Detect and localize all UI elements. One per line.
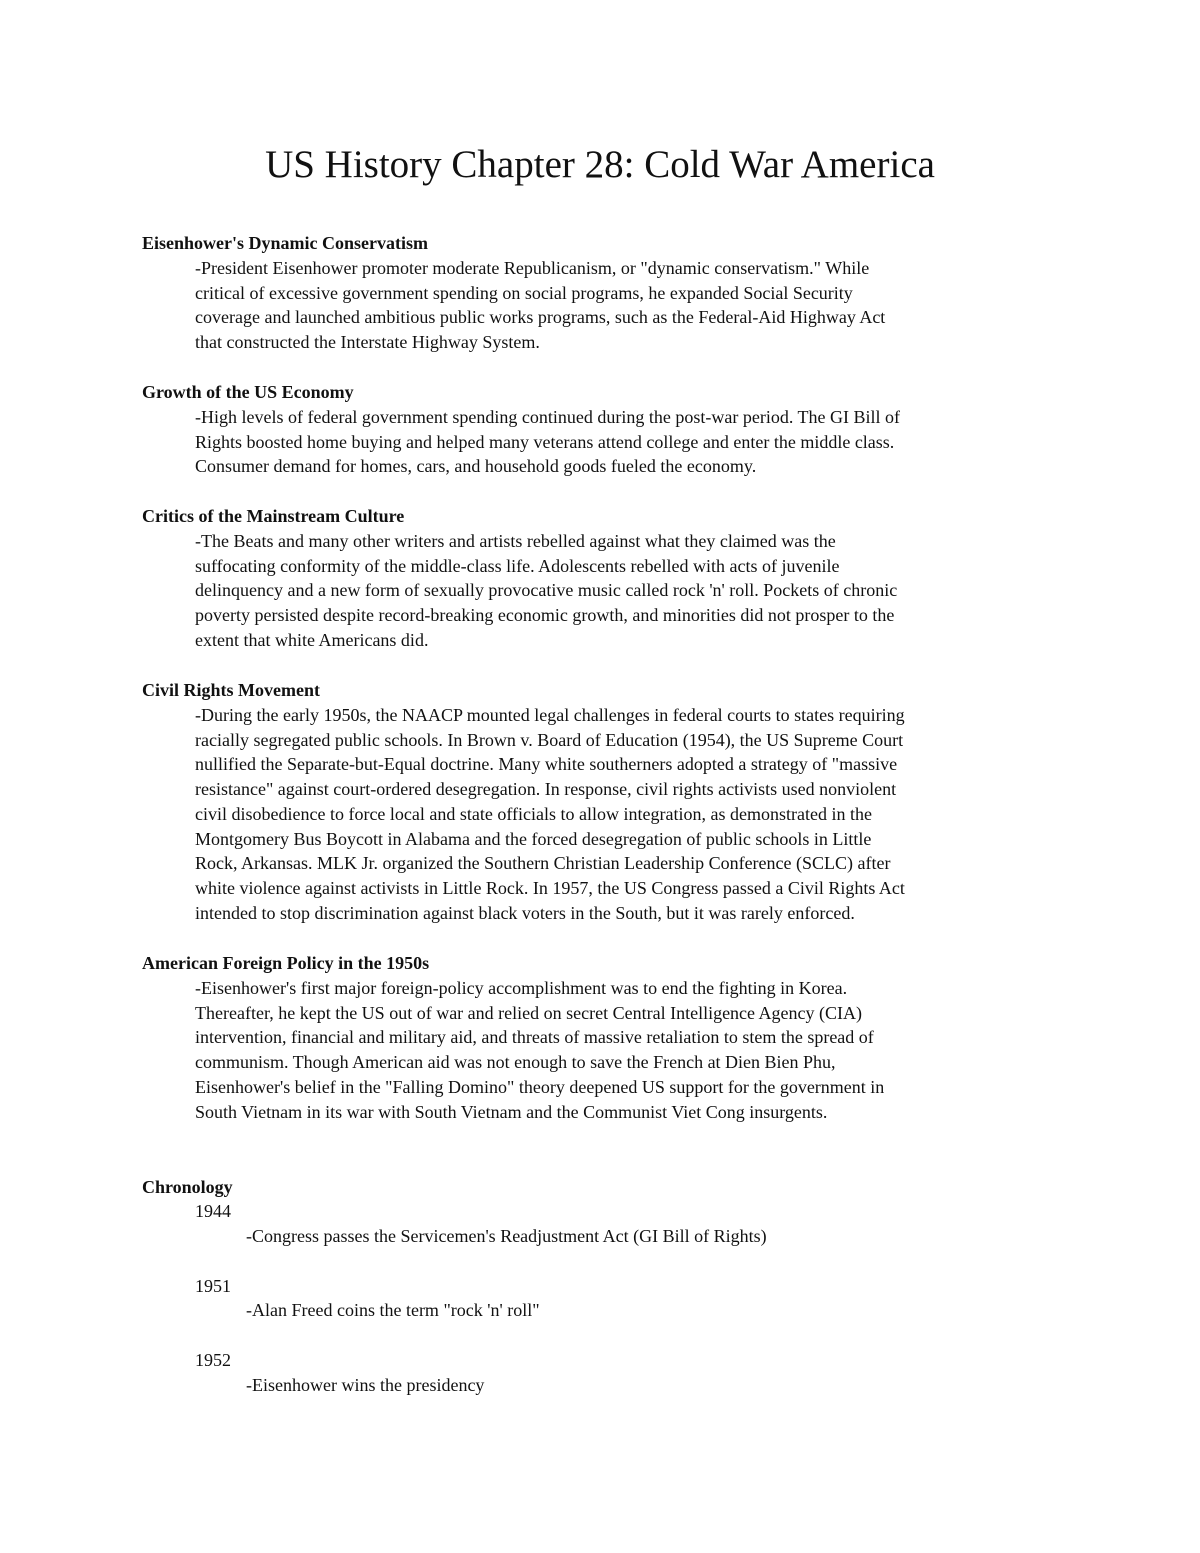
paragraph-line: -The Beats and many other writers and artists rebelled against what they claimed was the xyxy=(195,531,836,551)
section-body-us-economy xyxy=(195,405,1065,479)
paragraph-line: racially segregated public schools. In Brown v. Board of Education (1954), the US Supreme Court xyxy=(195,729,904,750)
section-heading-mainstream-critics: Critics of the Mainstream Culture xyxy=(142,506,405,526)
paragraph-line: resistance" against court-ordered desegregation. In response, civil rights activists used nonviolent xyxy=(195,779,897,800)
chronology-event: -Eisenhower wins the presidency xyxy=(246,1375,485,1395)
chronology-year: 1944 xyxy=(195,1201,231,1221)
chronology-heading: Chronology xyxy=(142,1177,233,1197)
paragraph-line: delinquency and a new form of sexually provocative music called rock 'n' roll. Pockets of chronic xyxy=(195,580,898,601)
section-heading-civil-rights: Civil Rights Movement xyxy=(142,680,320,700)
paragraph-line: -During the early 1950s, the NAACP mounted legal challenges in federal courts to states requiring xyxy=(195,705,905,725)
document-title: US History Chapter 28: Cold War America xyxy=(265,143,935,186)
paragraph-line: that constructed the Interstate Highway System. xyxy=(195,332,540,353)
section-body-foreign-policy xyxy=(195,976,1065,1124)
paragraph-line: poverty persisted despite record-breaking economic growth, and minorities did not prosper to the xyxy=(195,605,895,626)
chronology-year: 1951 xyxy=(195,1276,231,1296)
paragraph-line: communism. Though American aid was not enough to save the French at Dien Bien Phu, xyxy=(195,1052,836,1073)
chronology-event: -Alan Freed coins the term "rock 'n' roll" xyxy=(246,1300,540,1320)
paragraph-line: South Vietnam in its war with South Vietnam and the Communist Viet Cong insurgents. xyxy=(195,1101,828,1122)
paragraph-line: Eisenhower's belief in the "Falling Domino" theory deepened US support for the government in xyxy=(195,1076,885,1097)
paragraph-line: extent that white Americans did. xyxy=(195,629,429,650)
section-heading-eisenhower-conservatism: Eisenhower's Dynamic Conservatism xyxy=(142,233,428,253)
paragraph-line: -Eisenhower's first major foreign-policy accomplishment was to end the fighting in Korea. xyxy=(195,978,848,998)
paragraph-line: intended to stop discrimination against black voters in the South, but it was rarely enforced. xyxy=(195,902,855,923)
paragraph-line: intervention, financial and military aid, and threats of massive retaliation to stem the spread of xyxy=(195,1027,874,1048)
paragraph-line: Consumer demand for homes, cars, and household goods fueled the economy. xyxy=(195,456,757,477)
paragraph-line: coverage and launched ambitious public works programs, such as the Federal-Aid Highway Act xyxy=(195,307,886,328)
paragraph-line: Montgomery Bus Boycott in Alabama and the forced desegregation of public schools in Little xyxy=(195,828,872,849)
paragraph-line: Rock, Arkansas. MLK Jr. organized the Southern Christian Leadership Conference (SCLC) after xyxy=(195,853,891,874)
paragraph-line: -High levels of federal government spending continued during the post-war period. The GI Bill of xyxy=(195,407,900,427)
section-body-civil-rights xyxy=(195,703,1065,925)
chronology-event: -Congress passes the Servicemen's Readjustment Act (GI Bill of Rights) xyxy=(246,1226,767,1246)
section-body-eisenhower-conservatism xyxy=(195,256,1065,355)
paragraph-line: civil disobedience to force local and state officials to allow integration, as demonstrated in the xyxy=(195,803,872,824)
paragraph-line: critical of excessive government spending on social programs, he expanded Social Security xyxy=(195,282,853,303)
paragraph-line: Rights boosted home buying and helped many veterans attend college and enter the middle class. xyxy=(195,431,895,452)
paragraph-line: Thereafter, he kept the US out of war and relied on secret Central Intelligence Agency (CIA) xyxy=(195,1002,863,1023)
chronology-year: 1952 xyxy=(195,1350,231,1370)
paragraph-line: nullified the Separate-but-Equal doctrine. Many white southerners adopted a strategy of "massive xyxy=(195,754,898,775)
paragraph-line: suffocating conformity of the middle-class life. Adolescents rebelled with acts of juvenile xyxy=(195,555,840,576)
section-heading-us-economy: Growth of the US Economy xyxy=(142,382,354,402)
section-heading-foreign-policy: American Foreign Policy in the 1950s xyxy=(142,953,430,973)
paragraph-line: -President Eisenhower promoter moderate Republicanism, or "dynamic conservatism." While xyxy=(195,258,870,278)
paragraph-line: white violence against activists in Little Rock. In 1957, the US Congress passed a Civil Rights Act xyxy=(195,877,905,898)
section-body-mainstream-critics xyxy=(195,529,1065,653)
